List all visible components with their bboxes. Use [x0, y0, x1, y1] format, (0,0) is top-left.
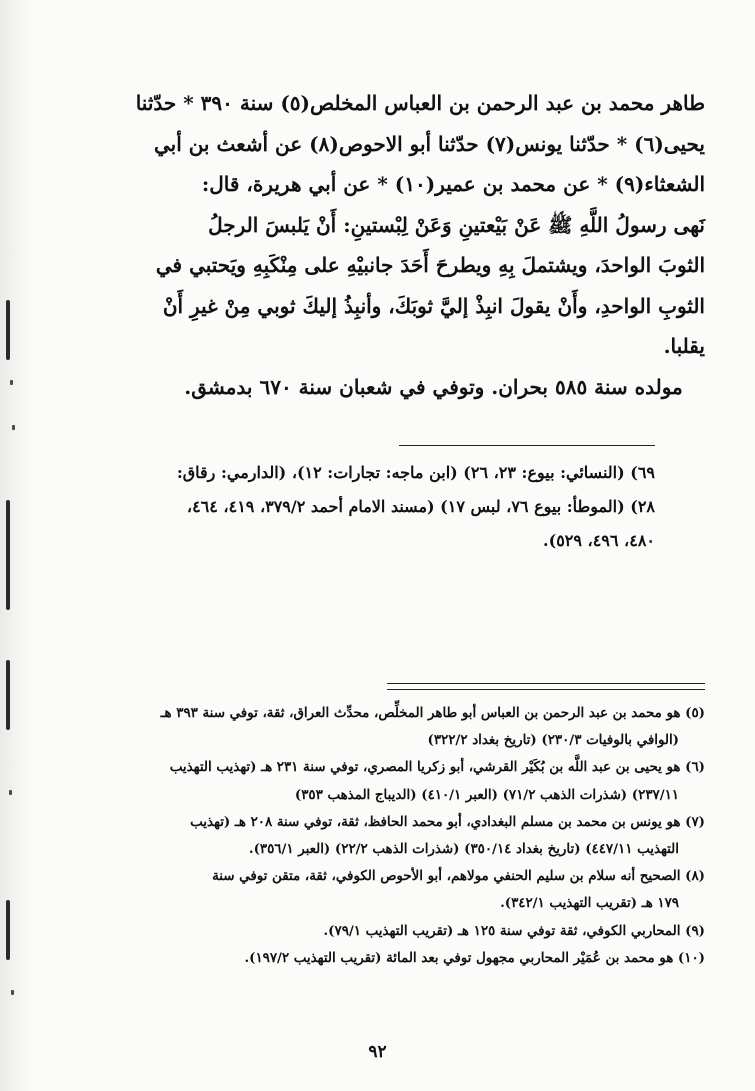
references-divider	[399, 445, 655, 446]
isnad-line-2: يحيى(٦) * حدّثنا يونس(٧) حدّثنا أبو الاحوص(٨) عن أشعث بن أبي	[153, 131, 705, 156]
footnote-9: (٩) المحاربي الكوفي، ثقة توفي سنة ١٢٥ هـ (تقريب التهذيب ٧٩/١).	[323, 922, 705, 939]
page-number: ٩٢	[368, 1042, 387, 1062]
footnotes-divider	[387, 683, 705, 690]
main-text	[92, 83, 705, 407]
footnote-8: (٨) الصحيح أنه سلام بن سليم الحنفي مولاهم، أبو الأحوص الكوفي، ثقة، متقن توفي سنة	[212, 868, 705, 885]
hadith-line-2: الثوبَ الواحدَ، ويشتملَ بِهِ ويطرحَ أَحَدَ جانبيْهِ على مِنْكَبِهِ ويَحتبي في	[155, 253, 705, 277]
scan-dot	[10, 380, 13, 385]
reference-28: ٢٨) (الموطأ: بيوع ٧٦، لبس ١٧) (مسند الامام أحمد ٣٧٩/٢، ٤١٩، ٤٦٤،	[186, 497, 655, 516]
footnote-7: (٧) هو يونس بن محمد بن مسلم البغدادي، أبو محمد الحافظ، ثقة، توفي سنة ٢٠٨ هـ (تهذيب	[190, 813, 705, 830]
scan-dot	[9, 790, 12, 795]
references	[60, 456, 655, 558]
footnote-10: (١٠) هو محمد بن عُمَيْر المحاربي مجهول توفي بعد المائة (تقريب التهذيب ١٩٧/٢).	[244, 949, 705, 966]
death-note: مولده سنة ٥٨٥ بحران. وتوفي في شعبان سنة ٦٧٠ بدمشق.	[184, 374, 683, 399]
hadith-line-1: نَهى رسولُ اللَّهِ ﷺ عَنْ بَيْعتينِ وَعَنْ لِبْستينِ: أَنْ يَلبسَ الرجلُ	[208, 212, 705, 237]
scan-mark	[6, 500, 10, 610]
scan-edge-shadow	[0, 0, 34, 1091]
footnote-7-continued: التهذيب ٤٤٧/١١) (تاريخ بغداد ٣٥٠/١٤) (شذرات الذهب ٢٢/٢) (العبر ٣٥٦/١).	[248, 841, 679, 858]
footnote-5: (٥) هو محمد بن عبد الرحمن بن العباس أبو طاهر المخلِّص، محدِّث العراق، ثقة، توفي سنة ٣٩٣ هـ	[160, 705, 705, 721]
footnote-8-continued: ١٧٩ هـ (تقريب التهذيب ٣٤٢/١).	[500, 895, 679, 912]
reference-28-continued: ٤٨٠، ٤٩٦، ٥٢٩).	[543, 531, 655, 550]
footnote-6: (٦) هو يحيى بن عبد اللَّه بن بُكَيْر القرشي، أبو زكريا المصري، توفي سنة ٢٣١ هـ (تهذيب التهذيب	[169, 759, 705, 776]
scan-dot	[11, 990, 14, 995]
isnad-line-3: الشعثاء(٩) * عن محمد بن عمير(١٠) * عن أبي هريرة، قال:	[201, 172, 705, 196]
footnote-6-continued: ٢٣٧/١١) (شذرات الذهب ٧١/٢) (العبر ٤١٠/١) (الديباج المذهب ٣٥٣)	[294, 786, 679, 803]
isnad-line-1: طاهر محمد بن عبد الرحمن بن العباس المخلص(٥) سنة ٣٩٠ * حدّثنا	[135, 91, 705, 115]
scan-mark	[6, 900, 10, 960]
scan-mark	[6, 300, 10, 360]
scan-mark	[6, 660, 10, 730]
reference-69: ٦٩) (النسائي: بيوع: ٢٣، ٢٦) (ابن ماجه: تجارات: ١٢)، (الدارمي: رقاق:	[176, 463, 655, 482]
footnotes	[55, 700, 705, 972]
footnote-5-continued: (الوافي بالوفيات ٢٣٠/٣) (تاريخ بغداد ٣٢٢/٢)	[427, 732, 679, 749]
hadith-line-4: يقلبا.	[663, 334, 705, 358]
hadith-line-3: الثوبِ الواحدِ، وأَنْ يقولَ انبِذْ إليَّ ثوبَكَ، وأنبِذُ إليكَ ثوبي مِنْ غيرِ أَنْ	[162, 293, 705, 318]
scan-dot	[12, 425, 15, 430]
